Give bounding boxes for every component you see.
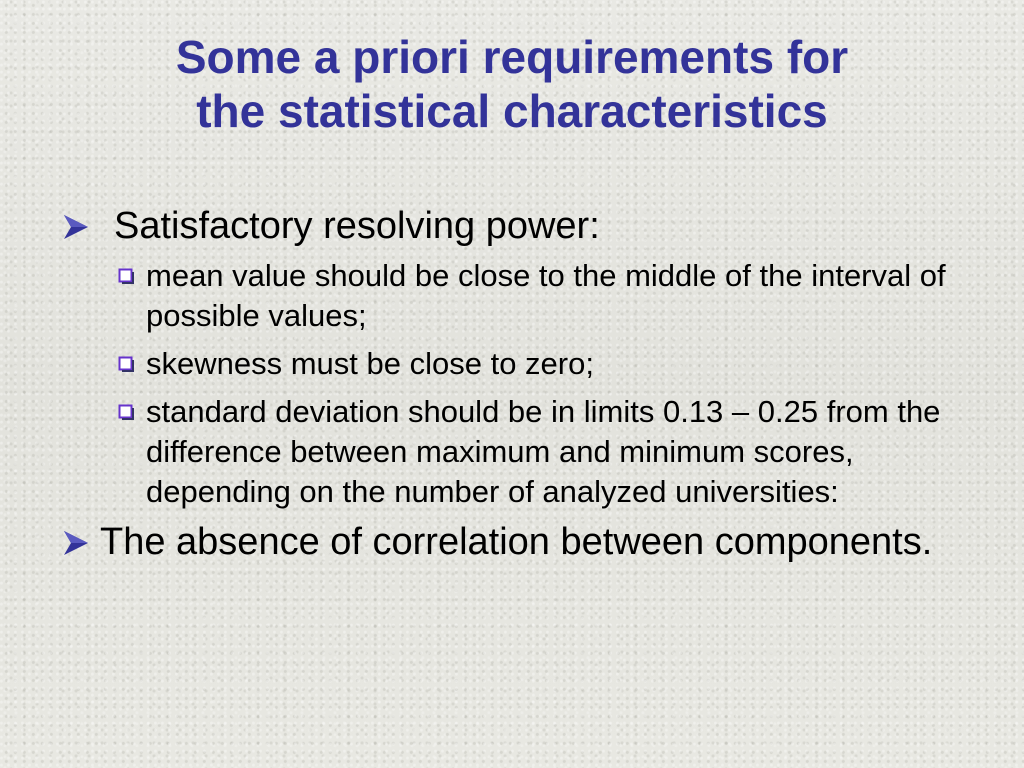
bullet-text: Satisfactory resolving power:	[114, 205, 600, 247]
sub-bullet-text: mean value should be close to the middle of the interval of possible values;	[146, 258, 946, 333]
bullet-list	[62, 204, 962, 564]
bullet-item	[62, 520, 962, 564]
bullet-item	[62, 204, 962, 248]
sub-bullet-item	[116, 392, 962, 512]
sub-bullet-list	[116, 256, 962, 512]
title-line-1: Some a priori requirements for	[175, 31, 849, 83]
arrowhead-bullet-icon	[62, 214, 90, 240]
hollow-square-bullet-icon	[118, 404, 134, 420]
sub-bullet-text: skewness must be close to zero;	[146, 346, 594, 381]
sub-bullet-text: standard deviation should be in limits 0.13 – 0.25 from the difference between maximum and minimum scores, depending on the number of analyzed universities:	[146, 394, 941, 509]
title-line-2: the statistical characteristics	[196, 85, 828, 137]
hollow-square-bullet-icon	[118, 268, 134, 284]
sub-bullet-item	[116, 344, 962, 384]
arrowhead-bullet-icon	[62, 530, 90, 556]
bullet-text: The absence of correlation between components.	[100, 521, 933, 563]
sub-bullet-item	[116, 256, 962, 336]
hollow-square-bullet-icon	[118, 356, 134, 372]
slide-title	[40, 30, 984, 138]
